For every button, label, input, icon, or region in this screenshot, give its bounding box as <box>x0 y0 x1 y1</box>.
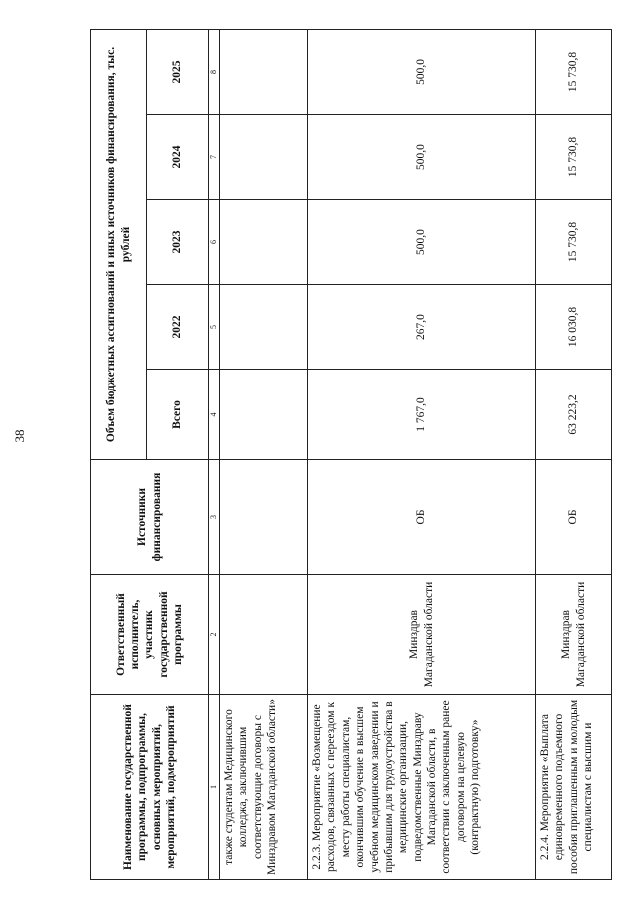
column-number: 1 <box>209 695 220 880</box>
row-executor <box>220 575 308 695</box>
row-total: 1 767,0 <box>308 370 536 460</box>
row-2025: 15 730,8 <box>536 29 612 114</box>
table-row <box>220 29 308 879</box>
row-total: 63 223,2 <box>536 370 612 460</box>
row-2023 <box>220 200 308 285</box>
row-2025 <box>220 29 308 114</box>
page-number: 38 <box>12 429 27 443</box>
header-year-2022: 2022 <box>147 285 209 370</box>
row-executor: Минздрав Магаданской области <box>536 575 612 695</box>
row-2024: 500,0 <box>308 115 536 200</box>
row-name: 2.2.3. Мероприятие «Возмещение расходов, связанных с переездом к месту работы специалистам, окончившим обучение в высшем учебном медицинском заведении и прибывшим для трудоустройства в медицинские организации, подведомственные Минздраву Магаданской области, в соответствии с заключенным ранее договором на целевую (контрактную) подготовку» <box>308 695 536 880</box>
column-number: 4 <box>209 370 220 460</box>
column-number: 2 <box>209 575 220 695</box>
rotated-table-container <box>90 30 612 880</box>
row-name: также студентам Медицинского колледжа, заключившим соответствующие договоры с Минздравом Магаданской области» <box>220 695 308 880</box>
row-name: 2.2.4. Мероприятие «Выплата единовременного подъемного пособия приглашенным и молодым специалистам с высшим и <box>536 695 612 880</box>
column-number: 7 <box>209 115 220 200</box>
financing-table <box>90 29 612 880</box>
header-year-2024: 2024 <box>147 115 209 200</box>
row-source <box>220 460 308 575</box>
row-source: ОБ <box>308 460 536 575</box>
column-number: 3 <box>209 460 220 575</box>
column-number: 5 <box>209 285 220 370</box>
header-financing-group: Объем бюджетных ассигнований и иных источников финансирования, тыс. рублей <box>91 29 147 459</box>
row-2024 <box>220 115 308 200</box>
row-total <box>220 370 308 460</box>
row-2023: 500,0 <box>308 200 536 285</box>
header-total: Всего <box>147 370 209 460</box>
row-source: ОБ <box>536 460 612 575</box>
row-2023: 15 730,8 <box>536 200 612 285</box>
row-2022: 16 030,8 <box>536 285 612 370</box>
header-year-2023: 2023 <box>147 200 209 285</box>
table-row <box>536 29 612 879</box>
row-2022: 267,0 <box>308 285 536 370</box>
row-executor: Минздрав Магаданской области <box>308 575 536 695</box>
header-name: Наименование государственной программы, подпрограммы, основных мероприятий, мероприятий, подмероприятий <box>91 695 209 880</box>
column-number: 8 <box>209 29 220 114</box>
header-executor: Ответственный исполнитель, участник государственной программы <box>91 575 209 695</box>
row-2022 <box>220 285 308 370</box>
row-2024: 15 730,8 <box>536 115 612 200</box>
row-2025: 500,0 <box>308 29 536 114</box>
table-row <box>308 29 536 879</box>
header-year-2025: 2025 <box>147 29 209 114</box>
column-number: 6 <box>209 200 220 285</box>
header-source: Источники финансирования <box>91 460 209 575</box>
